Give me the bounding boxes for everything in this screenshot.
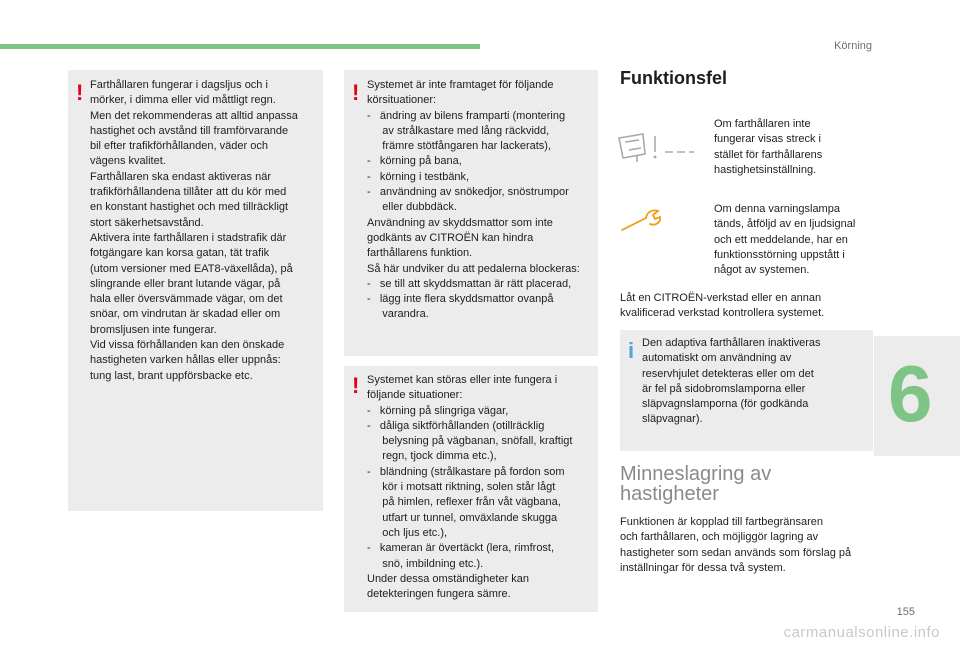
warning-icon: ! — [352, 80, 360, 105]
minneslagring-heading — [620, 464, 860, 504]
workshop-advice: Låt en CITROËN-verkstad eller en annan kvalificerad verkstad kontrollera systemet. — [620, 292, 825, 320]
info-text: Den adaptiva farthållaren inaktiveras automatiskt om användning av reservhjulet detekteras eller om det är fel på sidobromslamporna eller släpvagnslamporna (för godkända släpvagnar). — [642, 337, 821, 426]
chapter-accent-bar — [0, 44, 480, 49]
info-box-deactivation — [620, 330, 873, 451]
warning-text: Farthållaren fungerar i dagsljus och i mörker, i dimma eller vid måttligt regn. Men det rekommenderas att alltid anpassa hastighet och avstånd till framförvarande bil efter trafikförhållanden, väder och vägens kvalitet. Farthållaren ska endast aktiveras när trafikförhållandena tillåter att du kör med en konstant hastighet och med tillräckligt stort säkerhetsavstånd. Aktivera inte farthållaren i stadstrafik där fotgängare kan korsa gatan, tät trafik (utom versioner med EAT8-växellåda), på slingrande eller brant lutande vägar, på hala eller översvämmade vägar, om det snöar, om vindrutan är skadad eller om bromsljusen inte fungerar. Vid vissa förhållanden kan den önskade hastigheten varken hållas eller uppnås: tung last, brant uppförsbacke etc. — [90, 79, 298, 382]
fault-description-2: Om denna varningslampa tänds, åtföljd av en ljudsignal och ett meddelande, har en funktionsstörning uppstått i något av systemen. — [714, 203, 856, 277]
chapter-number: 6 — [888, 349, 933, 438]
warning-text: Systemet är inte framtaget för följande körsituationer: - ändring av bilens framparti (montering av strålkastare med lång räckvidd, främre stötfångaren har lackerats), - körning på bana, - körning i testbänk, - användning av snökedjor, snöstrumpor eller dubbdäck. Användning av skyddsmattor som inte godkänts av CITROËN kan hindra farthållarens funktion. Så här undviker du att pedalerna blockeras: - se till att skyddsmattan är rätt placerad, - lägg inte flera skyddsmattor ovanpå varandra. — [367, 79, 580, 321]
minneslagring-heading-text: Minneslagring av hastigheter — [620, 463, 772, 505]
warning-text: Systemet kan störas eller inte fungera i följande situationer: - körning på slingriga vägar, - dåliga siktförhållanden (otillräcklig belysning på vägbanan, snöfall, kraftigt regn, tjock dimma etc.), - bländning (strålkastare på fordon som kör i motsatt riktning, solen står lågt på himlen, reflexer från våt vägbana, utfart ur tunnel, omväxlande skugga och ljus etc.), - kameran är övertäckt (lera, rimfrost, snö, imbildning etc.). Under dessa omständigheter kan detekteringen fungera sämre. — [367, 374, 573, 601]
warning-box-limitations — [344, 70, 598, 356]
warning-box-disturbances — [344, 366, 598, 612]
fault-description-1: Om farthållaren inte fungerar visas streck i stället för farthållarens hastighetsinställning. — [714, 118, 823, 176]
section-title: Körning — [834, 40, 872, 52]
minneslagring-text: Funktionen är kopplad till fartbegränsaren och farthållaren, och möjliggör lagring av hastigheter som sedan används som förslag på inställningar för dessa två system. — [620, 516, 852, 574]
page-number: 155 — [896, 606, 915, 618]
wrench-warning-icon — [620, 206, 664, 234]
watermark: carmanualsonline.info — [783, 624, 940, 641]
cruise-control-fault-icon — [615, 128, 695, 168]
chapter-tab — [874, 336, 960, 456]
info-icon: i — [628, 338, 635, 363]
funktionsfel-heading: Funktionsfel — [620, 68, 727, 88]
warning-icon: ! — [76, 80, 84, 105]
warning-icon: ! — [352, 373, 360, 398]
warning-box-conditions — [68, 70, 323, 511]
